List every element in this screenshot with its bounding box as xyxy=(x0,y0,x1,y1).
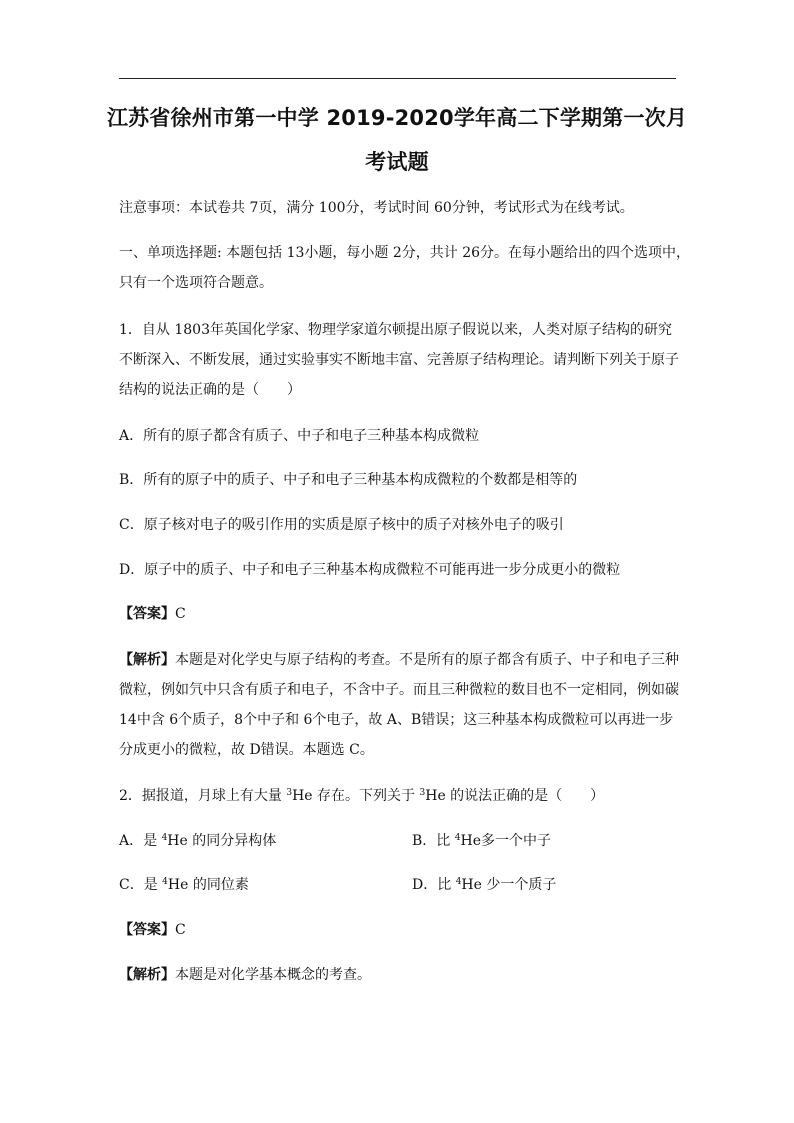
q2-answer-label: 【答案】 xyxy=(119,922,175,938)
q1-answer-label: 【答案】 xyxy=(119,606,175,622)
q2-option-a-text: He 的同分异构体 xyxy=(167,833,277,849)
q1-analysis-line3: 14中含 6个质子，8个中子和 6个电子，故 A、B错误；这三种基本构成微粒可以再进一步 xyxy=(119,712,674,728)
q2-option-b-sup: 4 xyxy=(454,833,461,843)
q2-analysis xyxy=(119,965,371,985)
q2-option-d-prefix: D．比 xyxy=(412,877,456,893)
q2-option-c xyxy=(119,875,249,895)
q1-option-a: A．所有的原子都含有质子、中子和电子三种基本构成微粒 xyxy=(119,428,480,444)
q2-option-a-prefix: A．是 xyxy=(119,833,162,849)
q2-option-d-text: He 少一个质子 xyxy=(461,877,557,893)
q2-stem-sup2: 3 xyxy=(419,788,426,798)
q2-option-c-text: He 的同位素 xyxy=(167,877,249,893)
q2-analysis-label: 【解析】 xyxy=(119,967,175,983)
q2-option-b-text: He多一个中子 xyxy=(460,833,551,849)
q1-stem-line2: 不断深入、不断发展，通过实验事实不断地丰富、完善原子结构理论。请判断下列关于原子 xyxy=(119,352,679,368)
q2-answer-value: C xyxy=(175,922,186,938)
section-heading-line1: 一、单项选择题: 本题包括 13小题，每小题 2分，共计 26分。在每小题给出的四个选项中， xyxy=(119,245,691,261)
q2-stem-part1: 2．据报道，月球上有大量 xyxy=(119,788,287,804)
q2-stem-sup1: 3 xyxy=(286,788,293,798)
q1-analysis-text: 本题是对化学史与原子结构的考查。不是所有的原子都含有质子、中子和电子三种 xyxy=(175,652,679,668)
q1-answer xyxy=(119,604,186,624)
q1-option-c: C．原子核对电子的吸引作用的实质是原子核中的质子对核外电子的吸引 xyxy=(119,517,564,533)
q2-option-d xyxy=(412,875,556,895)
document-title-line2: 考试题 xyxy=(365,150,429,174)
q2-option-c-sup: 4 xyxy=(162,877,168,887)
section-heading-line2: 只有一个选项符合题意。 xyxy=(119,275,273,291)
q2-answer xyxy=(119,920,186,940)
header-rule xyxy=(119,78,676,79)
q1-stem-line1: 1．自从 1803年英国化学家、物理学家道尔顿提出原子假说以来，人类对原子结构的研究 xyxy=(119,322,672,338)
q2-option-a-sup: 4 xyxy=(161,833,168,843)
document-title-line1: 江苏省徐州市第一中学 2019-2020学年高二下学期第一次月 xyxy=(106,106,688,130)
q1-stem-line3: 结构的说法正确的是（ ） xyxy=(119,382,301,398)
q1-analysis-label: 【解析】 xyxy=(119,652,175,668)
q2-option-b xyxy=(412,831,551,851)
q2-option-a xyxy=(119,831,276,851)
q1-analysis-line4: 分成更小的微粒，故 D错误。本题选 C。 xyxy=(119,742,374,758)
q2-option-c-prefix: C．是 xyxy=(119,877,163,893)
q2-option-b-prefix: B．比 xyxy=(412,833,455,849)
q1-analysis-line1 xyxy=(119,650,679,670)
q1-option-d: D．原子中的质子、中子和电子三种基本构成微粒不可能再进一步分成更小的微粒 xyxy=(119,562,621,578)
exam-notice: 注意事项：本试卷共 7页，满分 100分，考试时间 60分钟，考试形式为在线考试。 xyxy=(119,200,634,216)
q1-analysis-line2: 微粒，例如氕中只含有质子和电子，不含中子。而且三种微粒的数目也不一定相同，例如碳 xyxy=(119,682,679,698)
q2-stem xyxy=(119,786,604,806)
q1-option-b: B．所有的原子中的质子、中子和电子三种基本构成微粒的个数都是相等的 xyxy=(119,472,578,488)
q2-stem-part2: He 存在。下列关于 xyxy=(292,788,420,804)
q1-answer-value: C xyxy=(175,606,186,622)
q2-option-d-sup: 4 xyxy=(455,877,462,887)
q2-stem-part3: He 的说法正确的是（ ） xyxy=(425,788,605,804)
q2-analysis-text: 本题是对化学基本概念的考查。 xyxy=(175,967,371,983)
